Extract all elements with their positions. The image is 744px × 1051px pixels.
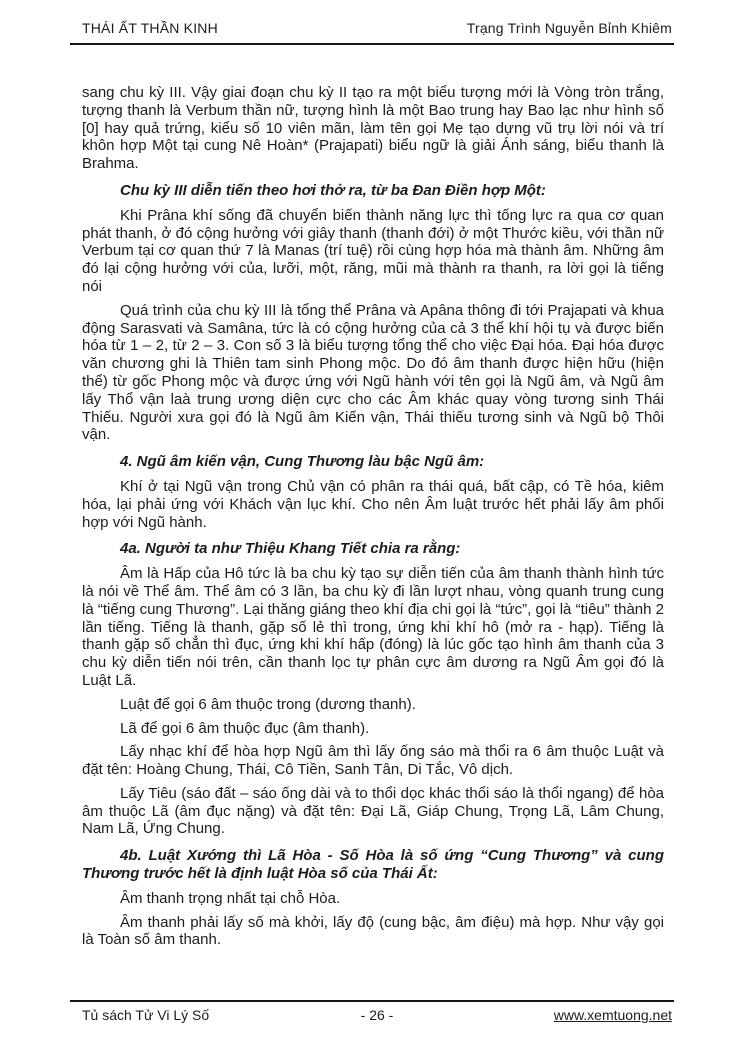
paragraph: Âm thanh trọng nhất tại chỗ Hòa. <box>120 889 341 907</box>
paragraph: Khi Prâna khí sống đã chuyển biến thành năng lực thì tống lực ra qua cơ quan phát thanh, ở đó cộng hưởng với giây thanh (thanh đới) ở một Thước kiều, với thần nữ Verbum tại cơ quan thứ 7 là Manas (trí tuệ) rồi cùng hợp hóa mà thành âm. Những âm đó lại cộng hưởng với của, lưỡi, một, răng, mũi mà thành ra thanh, ra lời gọi là tiếng nói <box>82 206 664 295</box>
header-book-title: THÁI ẤT THẦN KINH <box>82 20 218 36</box>
section-heading: 4b. Luật Xướng thì Lã Hòa - Số Hòa là số ứng “Cung Thương” và cung Thương trước hết là định luật Hòa số của Thái Ất: <box>82 847 664 883</box>
section-heading: 4a. Người ta như Thiệu Khang Tiết chia ra rằng: <box>120 540 461 558</box>
footer-page-number: - 26 - <box>360 1007 394 1023</box>
paragraph: sang chu kỳ III. Vậy giai đoạn chu kỳ II tạo ra một biểu tượng mới là Vòng tròn trắng, tượng thanh là Verbum thần nữ, tượng hình là một Bao trung hay Bao lạc như hình số [0] hay quả trứng, kiểu số 10 viên mãn, làm tên gọi Mẹ tạo dựng vũ trụ lời nói và trí khôn hợp Một tại cung Nê Hoàn* (Prajapati) biểu ngữ là giải Ánh sáng, biểu thanh là Brahma. <box>82 84 664 173</box>
page-footer <box>70 1000 674 1023</box>
paragraph: Quá trình của chu kỳ III là tổng thể Prâna và Apâna thông đi tới Prajapati và khua động Sarasvati và Samâna, tức là có cộng hưởng của cả 3 thể khí hội tụ và được biến hóa từ 1 – 2, từ 2 – 3. Con số 3 là biểu tượng tổng thể cho việc Đại hóa. Đại hóa được văn chương ghi là Thiên tam sinh Phong mộc. Do đó âm thanh được hiện hữu (hiện thể) từ gốc Phong mộc và được ứng với Ngũ hành với tên gọi là Ngũ âm, và Ngũ âm lấy Thổ vận laà trung ương diện cực cho các Âm khác quay vòng tương sinh Thái Thiếu. Người xưa gọi đó là Ngũ âm Kiến vận, Thái thiếu tương sinh và Ngũ bộ Thôi vận. <box>82 301 664 444</box>
header-author: Trạng Trình Nguyễn Bỉnh Khiêm <box>466 20 672 36</box>
paragraph: Âm là Hấp của Hô tức là ba chu kỳ tạo sự diễn tiến của âm thanh thành hình tức là nói về Thể âm. Thể âm có 3 lần, ba chu kỳ đi lần lượt nhau, vòng quanh trung cung là “tiếng cung Thương”. Lại thăng giáng theo khí địa chi gọi là “tức”, gọi là “tiêu” thành 2 lần tiếng. Tiếng là thanh, gặp số lẻ thì trong, ứng khi khí hô (mở ra - hạp). Tiếng là thanh gặp số chẳn thì đục, ứng khi khí hấp (đóng) là lúc gốc tạo hình âm thanh của 3 chu kỳ diễn tiến nói trên, cần thanh lọc tự phân cực âm dương ra Ngũ Âm gọi đó là Luật Lã. <box>82 565 664 689</box>
section-heading: Chu kỳ III diễn tiến theo hơi thở ra, từ ba Đan Điền hợp Một: <box>120 181 546 199</box>
paragraph: Khí ở tại Ngũ vận trong Chủ vận có phân ra thái quá, bất cập, có Tề hóa, kiêm hóa, lại phải ứng với Khách vận lục khí. Cho nên Âm luật trước hết phải lấy âm phối hợp với Ngũ hành. <box>82 477 664 531</box>
paragraph: Lã để gọi 6 âm thuộc đục (âm thanh). <box>120 719 370 737</box>
footer-website-link[interactable]: www.xemtuong.net <box>553 1007 673 1023</box>
paragraph: Âm thanh phải lấy số mà khởi, lấy độ (cung bậc, âm điệu) mà hợp. Như vậy gọi là Toàn số âm thanh. <box>82 913 664 949</box>
paragraph: Lấy Tiêu (sáo đất – sáo ống dài và to thổi dọc khác thổi sáo là thổi ngang) để hòa âm thuộc Lã (âm đục nặng) và đặt tên: Đại Lã, Giáp Chung, Trọng Lã, Lâm Chung, Nam Lã, Ứng Chung. <box>82 784 664 838</box>
paragraph: Lấy nhạc khí để hòa hợp Ngũ âm thì lấy ống sáo mà thổi ra 6 âm thuộc Luật và đặt tên: Hoàng Chung, Thái, Cô Tiền, Sanh Tân, Di Tắc, Vô dịch. <box>82 743 664 779</box>
section-heading: 4. Ngũ âm kiến vận, Cung Thương làu bậc Ngũ âm: <box>120 453 485 471</box>
footer-series-title: Tủ sách Tử Vi Lý Số <box>82 1007 210 1023</box>
paragraph: Luật để gọi 6 âm thuộc trong (dương thanh). <box>120 695 416 713</box>
page-header <box>70 20 674 45</box>
page-body <box>82 84 664 955</box>
